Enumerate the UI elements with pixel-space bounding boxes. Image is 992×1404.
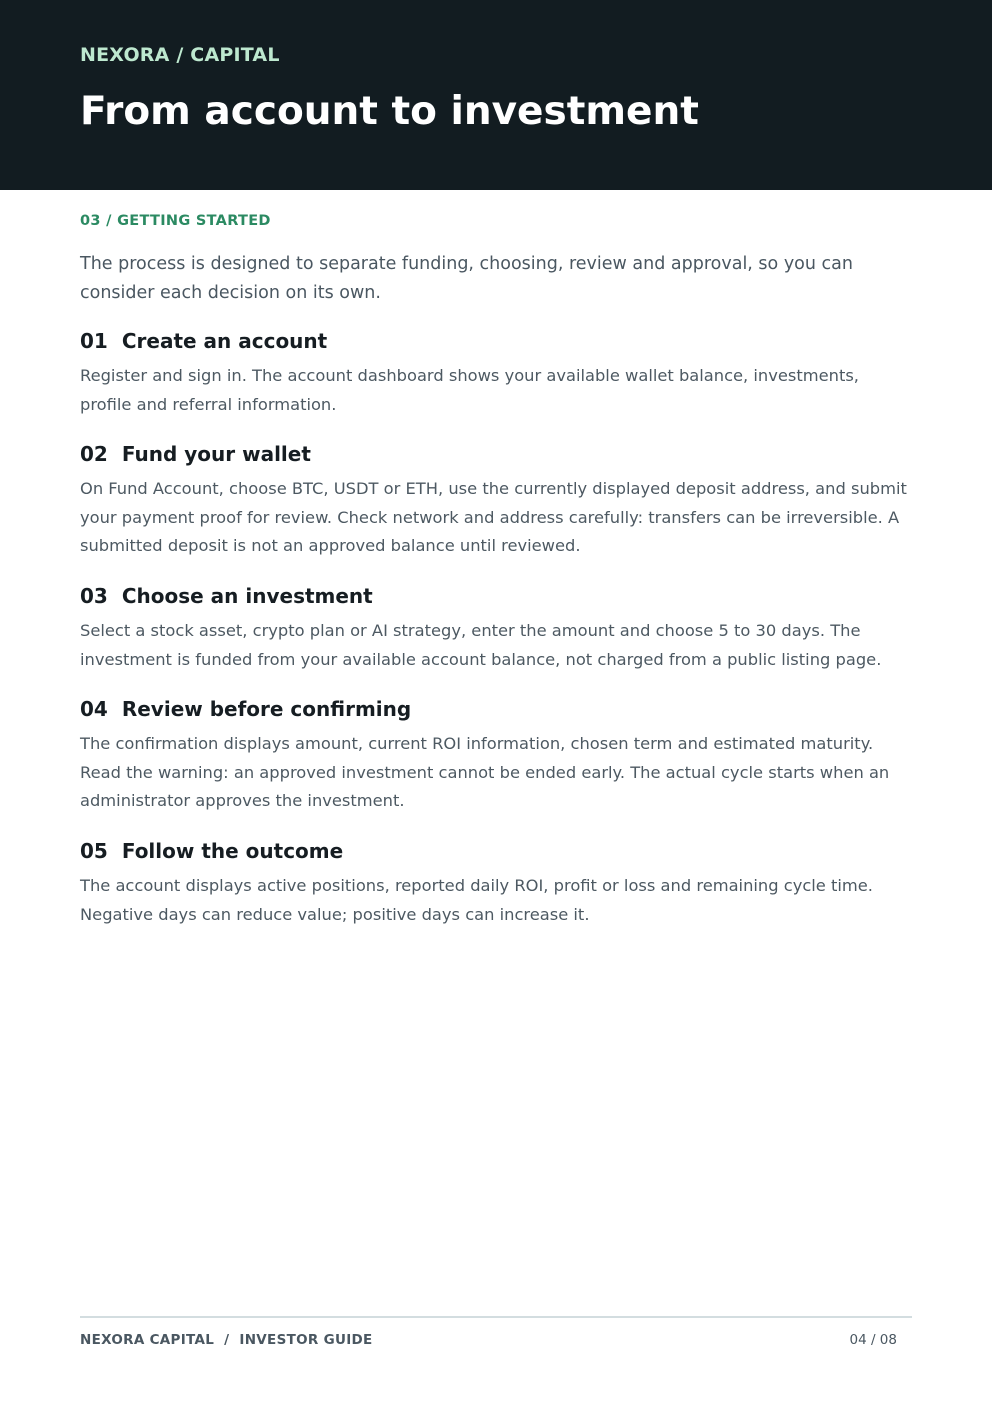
intro-paragraph: The process is designed to separate funding, choosing, review and approval, so you can consider each decision on its own. bbox=[80, 254, 853, 303]
footer-divider bbox=[80, 1316, 912, 1318]
step-heading bbox=[80, 326, 910, 356]
step-title: Follow the outcome bbox=[121, 839, 344, 863]
section-label: 03 / GETTING STARTED bbox=[80, 213, 271, 229]
step-description: On Fund Account, choose BTC, USDT or ETH, use the currently displayed deposit address, and submit your payment proof for review. Check network and address carefully: transfers can be irreversible. A submitted deposit is not an approved balance until reviewed. bbox=[80, 479, 907, 555]
step-heading bbox=[80, 581, 910, 611]
step-follow-outcome bbox=[80, 836, 910, 929]
step-number: 01 bbox=[80, 329, 108, 353]
step-title: Choose an investment bbox=[121, 584, 373, 608]
header-banner bbox=[0, 0, 992, 190]
step-review-confirm bbox=[80, 694, 910, 816]
step-description: Select a stock asset, crypto plan or AI strategy, enter the amount and choose 5 to 30 days. The investment is funded from your available account balance, not charged from a public listing page. bbox=[80, 621, 882, 669]
step-number: 04 bbox=[80, 697, 108, 721]
step-description: The account displays active positions, reported daily ROI, profit or loss and remaining cycle time. Negative days can reduce value; positive days can increase it. bbox=[80, 876, 873, 924]
step-fund-wallet bbox=[80, 439, 910, 561]
step-number: 03 bbox=[80, 584, 108, 608]
page-number: 04 / 08 bbox=[849, 1332, 897, 1348]
step-number: 05 bbox=[80, 839, 108, 863]
step-heading bbox=[80, 836, 910, 866]
step-title: Fund your wallet bbox=[121, 442, 311, 466]
footer-guide-label: NEXORA CAPITAL / INVESTOR GUIDE bbox=[80, 1332, 373, 1348]
step-title: Create an account bbox=[121, 329, 328, 353]
step-heading bbox=[80, 694, 910, 724]
step-heading bbox=[80, 439, 910, 469]
step-title: Review before confirming bbox=[121, 697, 412, 721]
page-title: From account to investment bbox=[80, 89, 699, 134]
step-create-account bbox=[80, 326, 910, 419]
step-choose-investment bbox=[80, 581, 910, 674]
brand-label: NEXORA / CAPITAL bbox=[80, 44, 280, 66]
step-number: 02 bbox=[80, 442, 108, 466]
step-description: The confirmation displays amount, current ROI information, chosen term and estimated maturity. Read the warning: an approved investment cannot be ended early. The actual cycle starts when an administrator approves the investment. bbox=[80, 734, 890, 810]
step-description: Register and sign in. The account dashboard shows your available wallet balance, investments, profile and referral information. bbox=[80, 366, 859, 414]
